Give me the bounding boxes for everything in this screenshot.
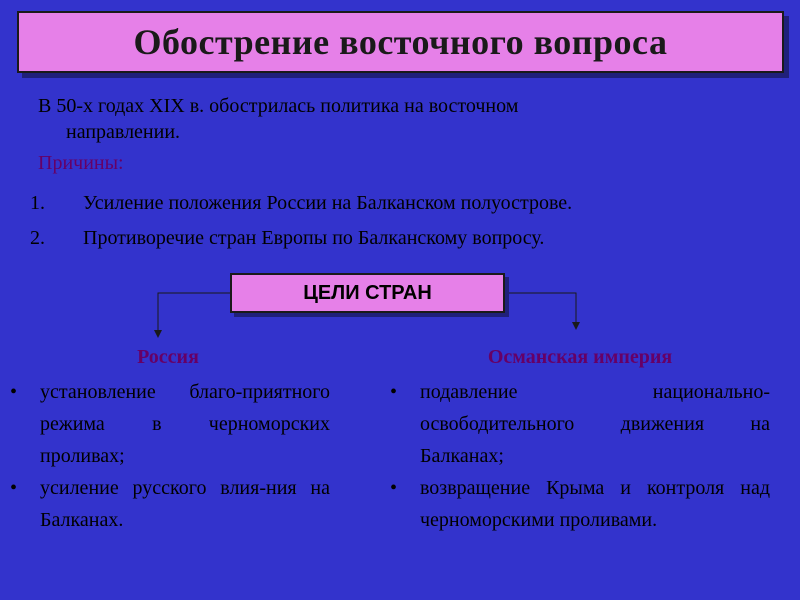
russia-goals-list [10,376,330,536]
right-arrow-line [505,293,576,322]
reason-number: 1. [30,192,45,214]
left-arrowhead [154,330,162,338]
bullet-icon: • [10,381,18,403]
reason-number: 2. [30,227,45,249]
list-item [10,472,330,536]
russia-title: Россия [137,346,199,368]
list-item [10,376,330,472]
intro-line-1: В 50-х годах XIX в. обострилась политика на восточном [38,95,519,117]
left-arrow-line [158,293,230,330]
list-item [390,472,770,536]
slide-title: Обострение восточного вопроса [133,22,668,62]
bullet-icon: • [390,477,398,499]
ottoman-goal-1: подавление национально-освободительного движения на Балканах; [420,381,770,467]
russia-goal-2: усиление русского влия-ния на Балканах. [40,477,330,531]
intro-line-2: направлении. [66,121,181,143]
ottoman-goal-2: возвращение Крыма и контроля над черноморскими проливами. [420,477,770,531]
ottoman-title: Османская империя [487,346,673,368]
list-item [390,376,770,472]
reason-text: Противоречие стран Европы по Балканскому вопросу. [83,227,545,249]
goals-box [230,273,505,313]
bullet-icon: • [390,381,398,403]
goals-label: ЦЕЛИ СТРАН [303,281,432,304]
reason-text: Усиление положения России на Балканском полуострове. [83,192,573,214]
russia-goal-1: установление благо-приятного режима в черноморских проливах; [40,381,330,467]
ottoman-goals-list [390,376,770,536]
reasons-label: Причины: [38,152,124,174]
bullet-icon: • [10,477,18,499]
right-arrowhead [572,322,580,330]
